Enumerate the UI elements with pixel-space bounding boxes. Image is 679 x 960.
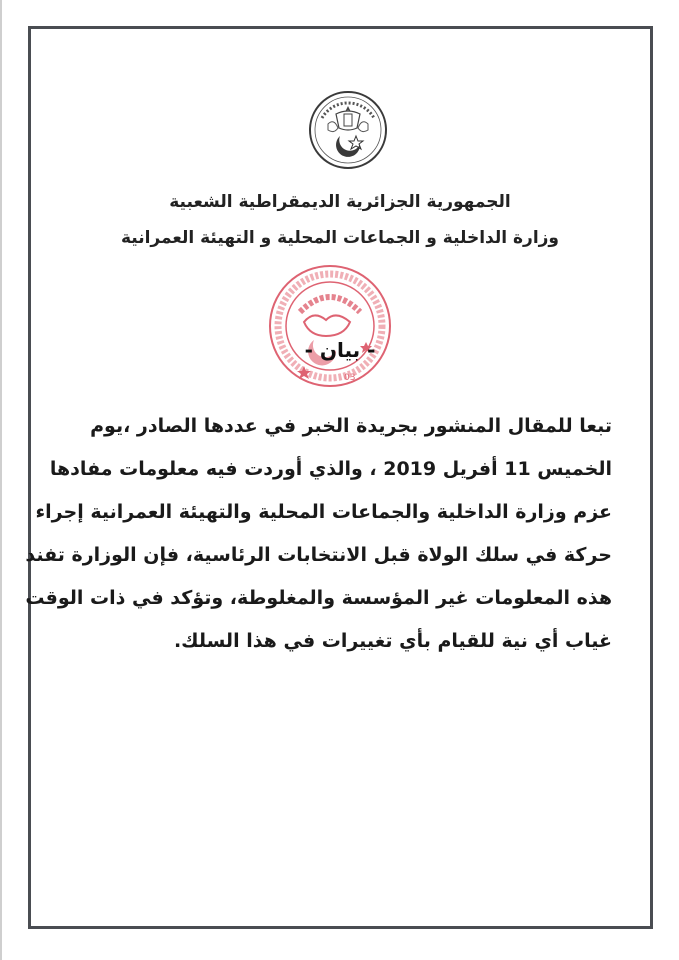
stamp-number: 03	[344, 373, 356, 383]
body-line: هذه المعلومات غير المؤسسة والمغلوطة، وتؤكد في ذات الوقت	[25, 587, 612, 609]
algeria-national-emblem-icon	[306, 88, 390, 172]
body-line: الخميس 11 أفريل 2019 ، والذي أوردت فيه معلومات مفادها	[49, 458, 612, 480]
body-line: غياب أي نية للقيام بأي تغييرات في هذا السلك.	[173, 630, 612, 652]
body-line: تبعا للمقال المنشور بجريدة الخبر في عددها الصادر ،يوم	[90, 415, 612, 437]
document-title: - بيان -	[304, 338, 376, 362]
body-line: حركة في سلك الولاة قبل الانتخابات الرئاسية، فإن الوزارة تفند	[25, 544, 612, 566]
scan-edge	[0, 0, 2, 960]
header-country-name: الجمهورية الجزائرية الديمقراطية الشعبية	[169, 192, 511, 212]
statement-body	[25, 405, 612, 663]
body-line: عزم وزارة الداخلية والجماعات المحلية والتهيئة العمرانية إجراء	[35, 501, 612, 523]
ministry-red-stamp-icon	[266, 262, 394, 390]
header-ministry-name: وزارة الداخلية و الجماعات المحلية و التهيئة العمرانية	[120, 228, 560, 248]
